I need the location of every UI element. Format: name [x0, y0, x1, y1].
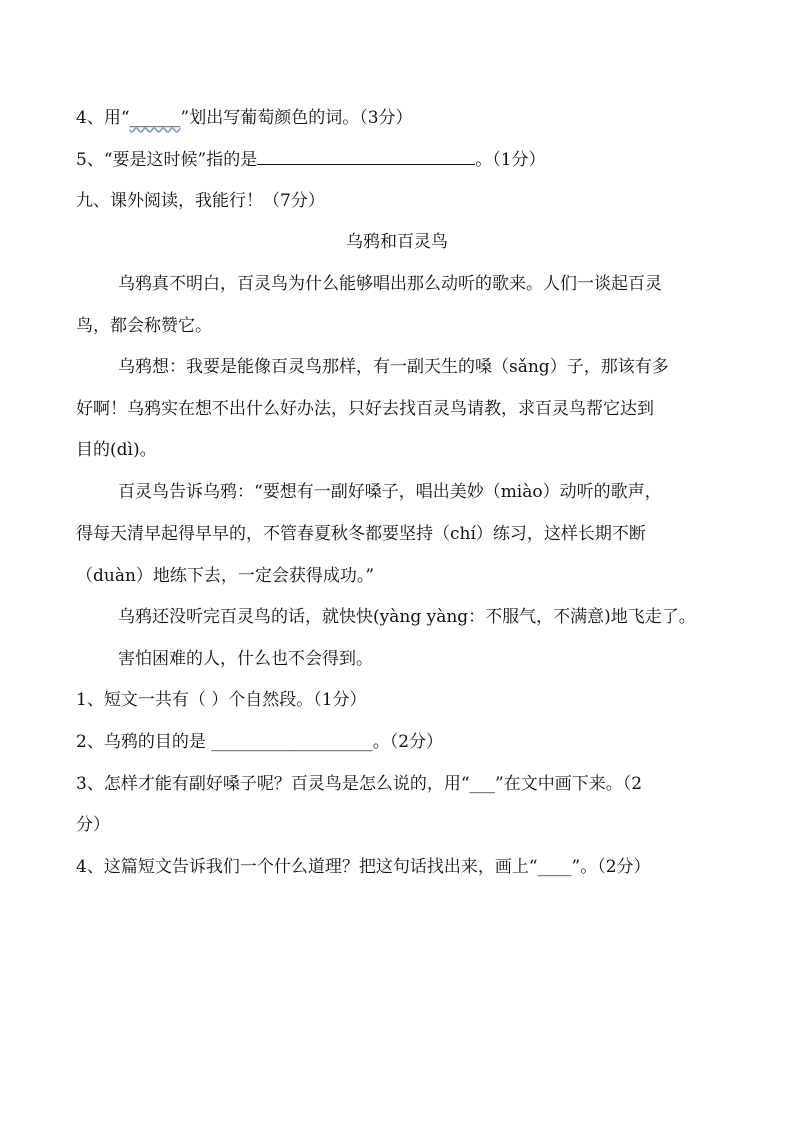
- passage-line: 乌鸦真不明白，百灵鸟为什么能够唱出那么动听的歌来。人们一谈起百灵: [118, 274, 662, 294]
- question-8-5: [76, 148, 546, 171]
- passage-line: 得每天清早起得早早的，不管春夏秋冬都要坚持（chí）练习，这样长期不断: [76, 524, 646, 544]
- passage-line: 好啊！乌鸦实在想不出什么好办法，只好去找百灵鸟请教，求百灵鸟帮它达到: [76, 399, 654, 419]
- question-8-4-prefix: 4、用“: [76, 108, 130, 128]
- passage-line: 害怕困难的人，什么也不会得到。: [118, 649, 373, 669]
- question-8-4-suffix: ”划出写葡萄颜色的词。（3分）: [180, 108, 413, 128]
- question-9-3-continued: 分）: [76, 815, 110, 835]
- question-9-4: 4、这篇短文告诉我们一个什么道理？把这句话找出来，画上“____”。（2分）: [76, 857, 651, 877]
- passage-title: 乌鸦和百灵鸟: [346, 232, 448, 252]
- section-nine-heading: 九、课外阅读，我能行！（7分）: [76, 191, 325, 211]
- passage-line: （duàn）地练下去，一定会获得成功。”: [76, 566, 375, 586]
- passage-line: 乌鸦还没听完百灵鸟的话，就快快(yàng yàng：不服气，不满意)地飞走了。: [118, 607, 696, 627]
- question-9-2: 2、乌鸦的目的是 ___________________。（2分）: [76, 732, 444, 752]
- wavy-underline-sample: ______: [129, 108, 181, 128]
- passage-line: 百灵鸟告诉乌鸦：“要想有一副好嗓子，唱出美妙（miào）动听的歌声，: [118, 482, 662, 502]
- question-9-1: 1、短文一共有（ ）个自然段。（1分）: [76, 690, 367, 710]
- question-8-5-suffix: 。（1分）: [475, 150, 546, 170]
- answer-blank[interactable]: [257, 148, 475, 165]
- question-8-4: [76, 107, 413, 129]
- passage-line: 鸟，都会称赞它。: [76, 316, 212, 336]
- passage-line: 乌鸦想：我要是能像百灵鸟那样，有一副天生的嗓（sǎng）子，那该有多: [118, 357, 669, 377]
- passage-line: 目的(dì)。: [76, 440, 157, 460]
- question-9-3: 3、怎样才能有副好嗓子呢？百灵鸟是怎么说的，用“___”在文中画下来。（2: [76, 774, 643, 794]
- question-8-5-prefix: 5、“要是这时候”指的是: [76, 150, 258, 170]
